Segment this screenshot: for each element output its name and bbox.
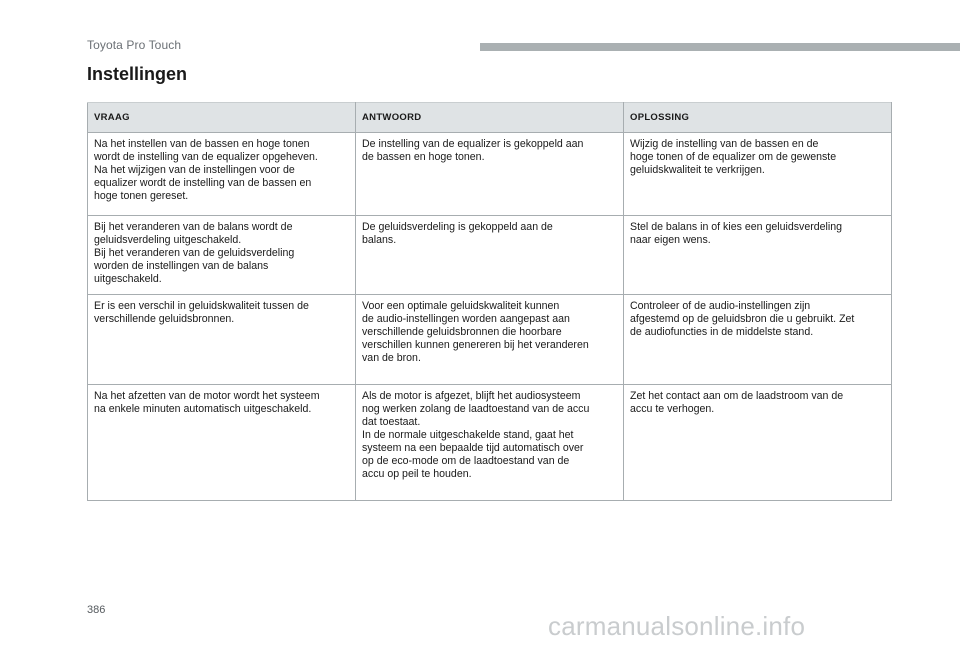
header-solution: OPLOSSING <box>624 103 892 133</box>
question-cell: Na het instellen van de bassen en hoge tonen wordt de instelling van de equalizer opgeheven. Na het wijzigen van de instellingen voor de equalizer wordt de instelling van de bassen en hoge tonen gereset. <box>88 133 356 216</box>
header-brand: Toyota Pro Touch <box>87 38 182 52</box>
answer-cell: Voor een optimale geluidskwaliteit kunnen de audio-instellingen worden aangepast aan verschillende geluidsbronnen die hoorbare verschillen kunnen genereren bij het veranderen van de bron. <box>356 295 624 385</box>
solution-cell: Wijzig de instelling van de bassen en de hoge tonen of de equalizer om de gewenste geluidskwaliteit te verkrijgen. <box>624 133 892 216</box>
answer-cell: De geluidsverdeling is gekoppeld aan de balans. <box>356 216 624 295</box>
section-title: Instellingen <box>87 64 188 84</box>
page-number: 386 <box>87 604 106 616</box>
header-question: VRAAG <box>88 103 356 133</box>
question-cell: Er is een verschil in geluidskwaliteit tussen de verschillende geluidsbronnen. <box>88 295 356 385</box>
question-cell: Bij het veranderen van de balans wordt de geluidsverdeling uitgeschakeld. Bij het veranderen van de geluidsverdeling worden de instellingen van de balans uitgeschakeld. <box>88 216 356 295</box>
answer-cell: Als de motor is afgezet, blijft het audiosysteem nog werken zolang de laadtoestand van de accu dat toestaat. In de normale uitgeschakelde stand, gaat het systeem na een bepaalde tijd automatisch over op de eco-mode om de laadtoestand van de accu op peil te houden. <box>356 385 624 501</box>
question-cell: Na het afzetten van de motor wordt het systeem na enkele minuten automatisch uitgeschakeld. <box>88 385 356 501</box>
table-row <box>88 295 892 385</box>
solution-cell: Controleer of de audio-instellingen zijn afgestemd op de geluidsbron die u gebruikt. Zet de audiofuncties in de middelste stand. <box>624 295 892 385</box>
watermark: carmanualsonline.info <box>548 611 806 641</box>
troubleshooting-table <box>87 102 892 501</box>
answer-cell: De instelling van de equalizer is gekoppeld aan de bassen en hoge tonen. <box>356 133 624 216</box>
header-bar <box>480 43 960 51</box>
table-row <box>88 216 892 295</box>
table-row <box>88 385 892 501</box>
table-header-row <box>88 103 892 133</box>
table-row <box>88 133 892 216</box>
solution-cell: Stel de balans in of kies een geluidsverdeling naar eigen wens. <box>624 216 892 295</box>
solution-cell: Zet het contact aan om de laadstroom van de accu te verhogen. <box>624 385 892 501</box>
header-answer: ANTWOORD <box>356 103 624 133</box>
